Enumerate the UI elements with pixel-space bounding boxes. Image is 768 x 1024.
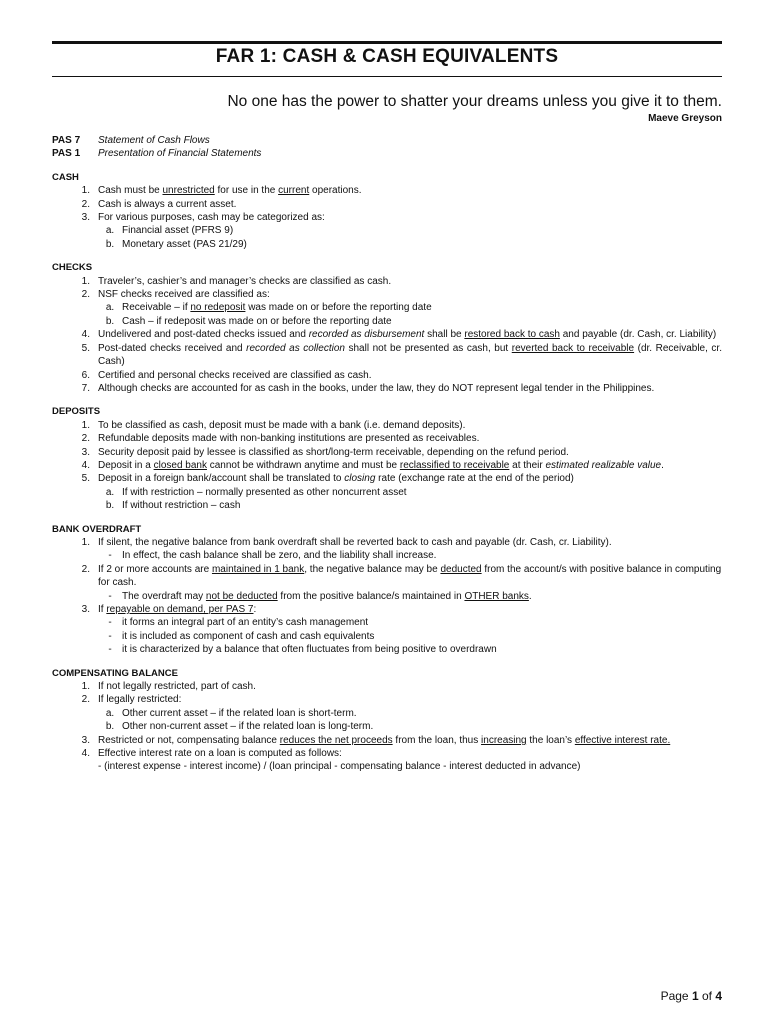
sub-label: b. xyxy=(105,315,115,327)
sub-item xyxy=(52,707,722,720)
section-deposits xyxy=(52,405,722,512)
list-item xyxy=(52,382,722,395)
pas-text: Statement of Cash Flows xyxy=(98,135,210,146)
section-title: COMPENSATING BALANCE xyxy=(52,667,178,679)
item-number: 3. xyxy=(81,446,90,458)
sub-label: a. xyxy=(105,707,115,719)
item-text: Traveler’s, cashier’s and manager’s checks are classified as cash. xyxy=(98,275,392,287)
sub-text: it forms an integral part of an entity’s cash management xyxy=(122,617,369,629)
item-text: If silent, the negative balance from bank overdraft shall be reverted back to cash and payable (dr. Cash, cr. Liability). xyxy=(98,536,612,548)
item-text: Undelivered and post-dated checks issued and recorded as disbursement shall be restored back to cash and payable (dr. Cash, cr. Liability) xyxy=(98,329,717,341)
item-number: 5. xyxy=(81,473,90,485)
list-item xyxy=(52,432,722,445)
list-item xyxy=(52,472,722,485)
sub-item xyxy=(52,301,722,314)
list-item xyxy=(52,459,722,472)
sub-text: Financial asset (PFRS 9) xyxy=(122,225,234,237)
list-item xyxy=(52,680,722,693)
pas-row xyxy=(52,134,722,147)
item-text: Deposit in a closed bank cannot be withdrawn anytime and must be reclassified to receivable at their estimated realizable value. xyxy=(98,459,664,471)
section-cash xyxy=(52,171,722,251)
formula: - (interest expense - interest income) / (loan principal - compensating balance - interest deducted in advance) xyxy=(98,761,581,773)
list-item xyxy=(52,369,722,382)
item-text: If legally restricted: xyxy=(98,694,182,706)
item-text: Although checks are accounted for as cash in the books, under the law, they do NOT represent legal tender in the Philippines. xyxy=(98,382,655,394)
list-item xyxy=(52,446,722,459)
document-page xyxy=(52,0,722,1024)
sub-label: - xyxy=(108,590,112,602)
item-number: 2. xyxy=(81,433,90,445)
sub-item xyxy=(52,630,722,643)
item-number: 7. xyxy=(81,382,90,394)
section-title: CHECKS xyxy=(52,262,93,274)
item-number: 3. xyxy=(81,212,90,224)
sub-item xyxy=(52,238,722,251)
item-text: For various purposes, cash may be categorized as: xyxy=(98,212,325,224)
sub-text: The overdraft may not be deducted from the positive balance/s maintained in OTHER banks. xyxy=(122,590,532,602)
pas-code: PAS 1 xyxy=(52,148,81,160)
sub-label: b. xyxy=(105,721,115,733)
item-number: 1. xyxy=(81,536,90,548)
section-title: DEPOSITS xyxy=(52,406,101,418)
sub-text: it is characterized by a balance that often fluctuates from being positive to overdrawn xyxy=(122,644,497,656)
item-text: If not legally restricted, part of cash. xyxy=(98,681,256,693)
list-item xyxy=(52,603,722,616)
quote: No one has the power to shatter your dreams unless you give it to them. xyxy=(227,93,722,110)
sub-item xyxy=(52,499,722,512)
content xyxy=(52,134,722,774)
item-text: Security deposit paid by lessee is classified as short/long-term receivable, depending on the refund period. xyxy=(98,446,569,458)
item-text: Refundable deposits made with non-banking institutions are presented as receivables. xyxy=(98,433,480,445)
list-item xyxy=(52,693,722,706)
sub-item xyxy=(52,590,722,603)
sub-label: - xyxy=(108,644,112,656)
pas-row xyxy=(52,147,722,160)
section-checks xyxy=(52,261,722,395)
item-number: 2. xyxy=(81,289,90,301)
item-text: NSF checks received are classified as: xyxy=(98,289,270,301)
top-rule xyxy=(52,41,722,44)
sub-text: Cash – if redeposit was made on or before the reporting date xyxy=(122,315,392,327)
sub-text: Other non-current asset – if the related loan is long-term. xyxy=(122,721,374,733)
pas-code: PAS 7 xyxy=(52,135,81,146)
item-text: Cash is always a current asset. xyxy=(98,198,237,210)
item-number: 6. xyxy=(81,369,90,381)
section-title: CASH xyxy=(52,171,79,183)
sub-label: a. xyxy=(105,302,115,314)
item-text: Effective interest rate on a loan is computed as follows: xyxy=(98,748,342,760)
sub-label: - xyxy=(108,630,112,642)
item-number: 3. xyxy=(81,734,90,746)
item-number: 1. xyxy=(81,419,90,431)
item-text: If repayable on demand, per PAS 7: xyxy=(98,604,257,615)
list-item xyxy=(52,211,722,224)
sub-text: Receivable – if no redeposit was made on or before the reporting date xyxy=(122,302,432,314)
item-number: 1. xyxy=(81,275,90,287)
list-item xyxy=(52,563,722,590)
sub-text: Other current asset – if the related loan is short-term. xyxy=(122,707,357,719)
item-text: Cash must be unrestricted for use in the current operations. xyxy=(98,185,362,197)
item-number: 2. xyxy=(81,694,90,706)
sub-item xyxy=(52,549,722,562)
list-item xyxy=(52,747,722,760)
sub-label: b. xyxy=(105,500,115,512)
list-item xyxy=(52,342,722,369)
sub-text: In effect, the cash balance shall be zero, and the liability shall increase. xyxy=(122,550,437,562)
list-item xyxy=(52,419,722,432)
pas-text: Presentation of Financial Statements xyxy=(98,148,262,160)
list-item xyxy=(52,275,722,288)
item-text: Restricted or not, compensating balance reduces the net proceeds from the loan, thus increasing the loan’s effective interest rate. xyxy=(98,734,671,746)
sub-label: a. xyxy=(105,225,115,237)
item-text: Post-dated checks received and recorded as collection shall not be presented as cash, but reverted back to receivable (dr. Receivable, cr. Cash) xyxy=(98,342,722,368)
sub-label: b. xyxy=(105,238,115,250)
sub-item xyxy=(52,643,722,656)
item-number: 4. xyxy=(81,329,90,341)
item-number: 1. xyxy=(81,185,90,197)
item-number: 5. xyxy=(81,342,90,354)
list-item xyxy=(52,198,722,211)
sub-item xyxy=(52,315,722,328)
item-text: Certified and personal checks received are classified as cash. xyxy=(98,369,372,381)
title-rule xyxy=(52,76,722,77)
section-title: BANK OVERDRAFT xyxy=(52,523,142,535)
sub-label: - xyxy=(108,617,112,629)
list-item xyxy=(52,328,722,341)
item-number: 3. xyxy=(81,604,90,615)
list-item xyxy=(52,288,722,301)
sub-item xyxy=(52,224,722,237)
section-bank-overdraft xyxy=(52,523,722,657)
section-compensating-balance xyxy=(52,667,722,774)
item-text: If 2 or more accounts are maintained in 1 bank, the negative balance may be deducted from the account/s with positive balance in computing for cash. xyxy=(98,563,722,589)
sub-item xyxy=(52,486,722,499)
sub-label: - xyxy=(108,550,112,562)
list-item xyxy=(52,734,722,747)
sub-item xyxy=(52,616,722,629)
item-text: To be classified as cash, deposit must be made with a bank (i.e. demand deposits). xyxy=(98,419,466,431)
sub-item xyxy=(52,720,722,733)
item-number: 1. xyxy=(81,681,90,693)
sub-text: If with restriction – normally presented as other noncurrent asset xyxy=(122,486,407,498)
item-number: 4. xyxy=(81,459,90,471)
item-text: Deposit in a foreign bank/account shall be translated to closing rate (exchange rate at the end of the period) xyxy=(98,473,574,485)
item-number: 4. xyxy=(81,748,90,760)
list-item xyxy=(52,184,722,197)
sub-text: If without restriction – cash xyxy=(122,500,241,512)
page-title: FAR 1: CASH & CASH EQUIVALENTS xyxy=(215,46,559,67)
item-number: 2. xyxy=(81,198,90,210)
sub-text: Monetary asset (PAS 21/29) xyxy=(122,238,247,250)
sub-text: it is included as component of cash and cash equivalents xyxy=(122,630,375,642)
page-number: Page 1 of 4 xyxy=(660,989,722,1003)
list-item xyxy=(52,536,722,549)
sub-label: a. xyxy=(105,486,115,498)
quote-author: Maeve Greyson xyxy=(648,113,722,124)
item-number: 2. xyxy=(81,563,90,575)
